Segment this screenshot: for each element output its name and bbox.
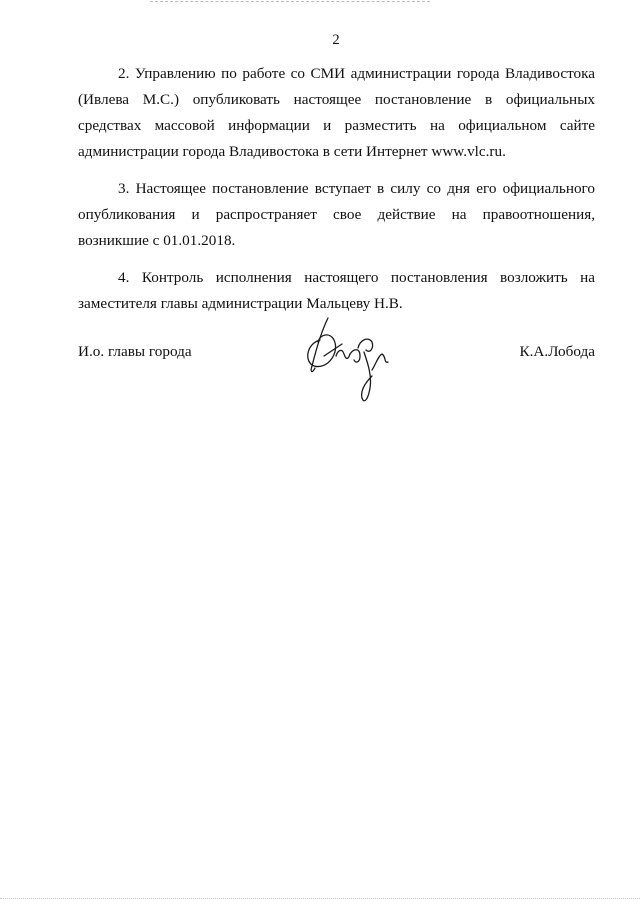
paragraph-3: 3. Настоящее постановление вступает в силу со дня его официального опубликования и распространяет свое действие на правоотношения, возникшие с 01.01.2018. (78, 180, 595, 249)
paragraph-2: 2. Управлению по работе со СМИ администрации города Владивостока (Ивлева М.С.) опубликовать настоящее постановление в официальных средствах массовой информации и разместить на официальном сайте администрации города Владивостока в сети Интернет www.vlc.ru. (78, 65, 595, 160)
signatory-name: К.А.Лобода (519, 343, 595, 360)
scan-edge-bottom (0, 898, 640, 899)
document-body (78, 61, 595, 328)
scan-edge-top (150, 1, 430, 2)
signatory-title: И.о. главы города (78, 343, 192, 360)
paragraph-4: 4. Контроль исполнения настоящего постановления возложить на заместителя главы администрации Мальцеву Н.В. (78, 269, 595, 312)
handwritten-signature (298, 310, 418, 410)
page-number: 2 (332, 32, 340, 48)
